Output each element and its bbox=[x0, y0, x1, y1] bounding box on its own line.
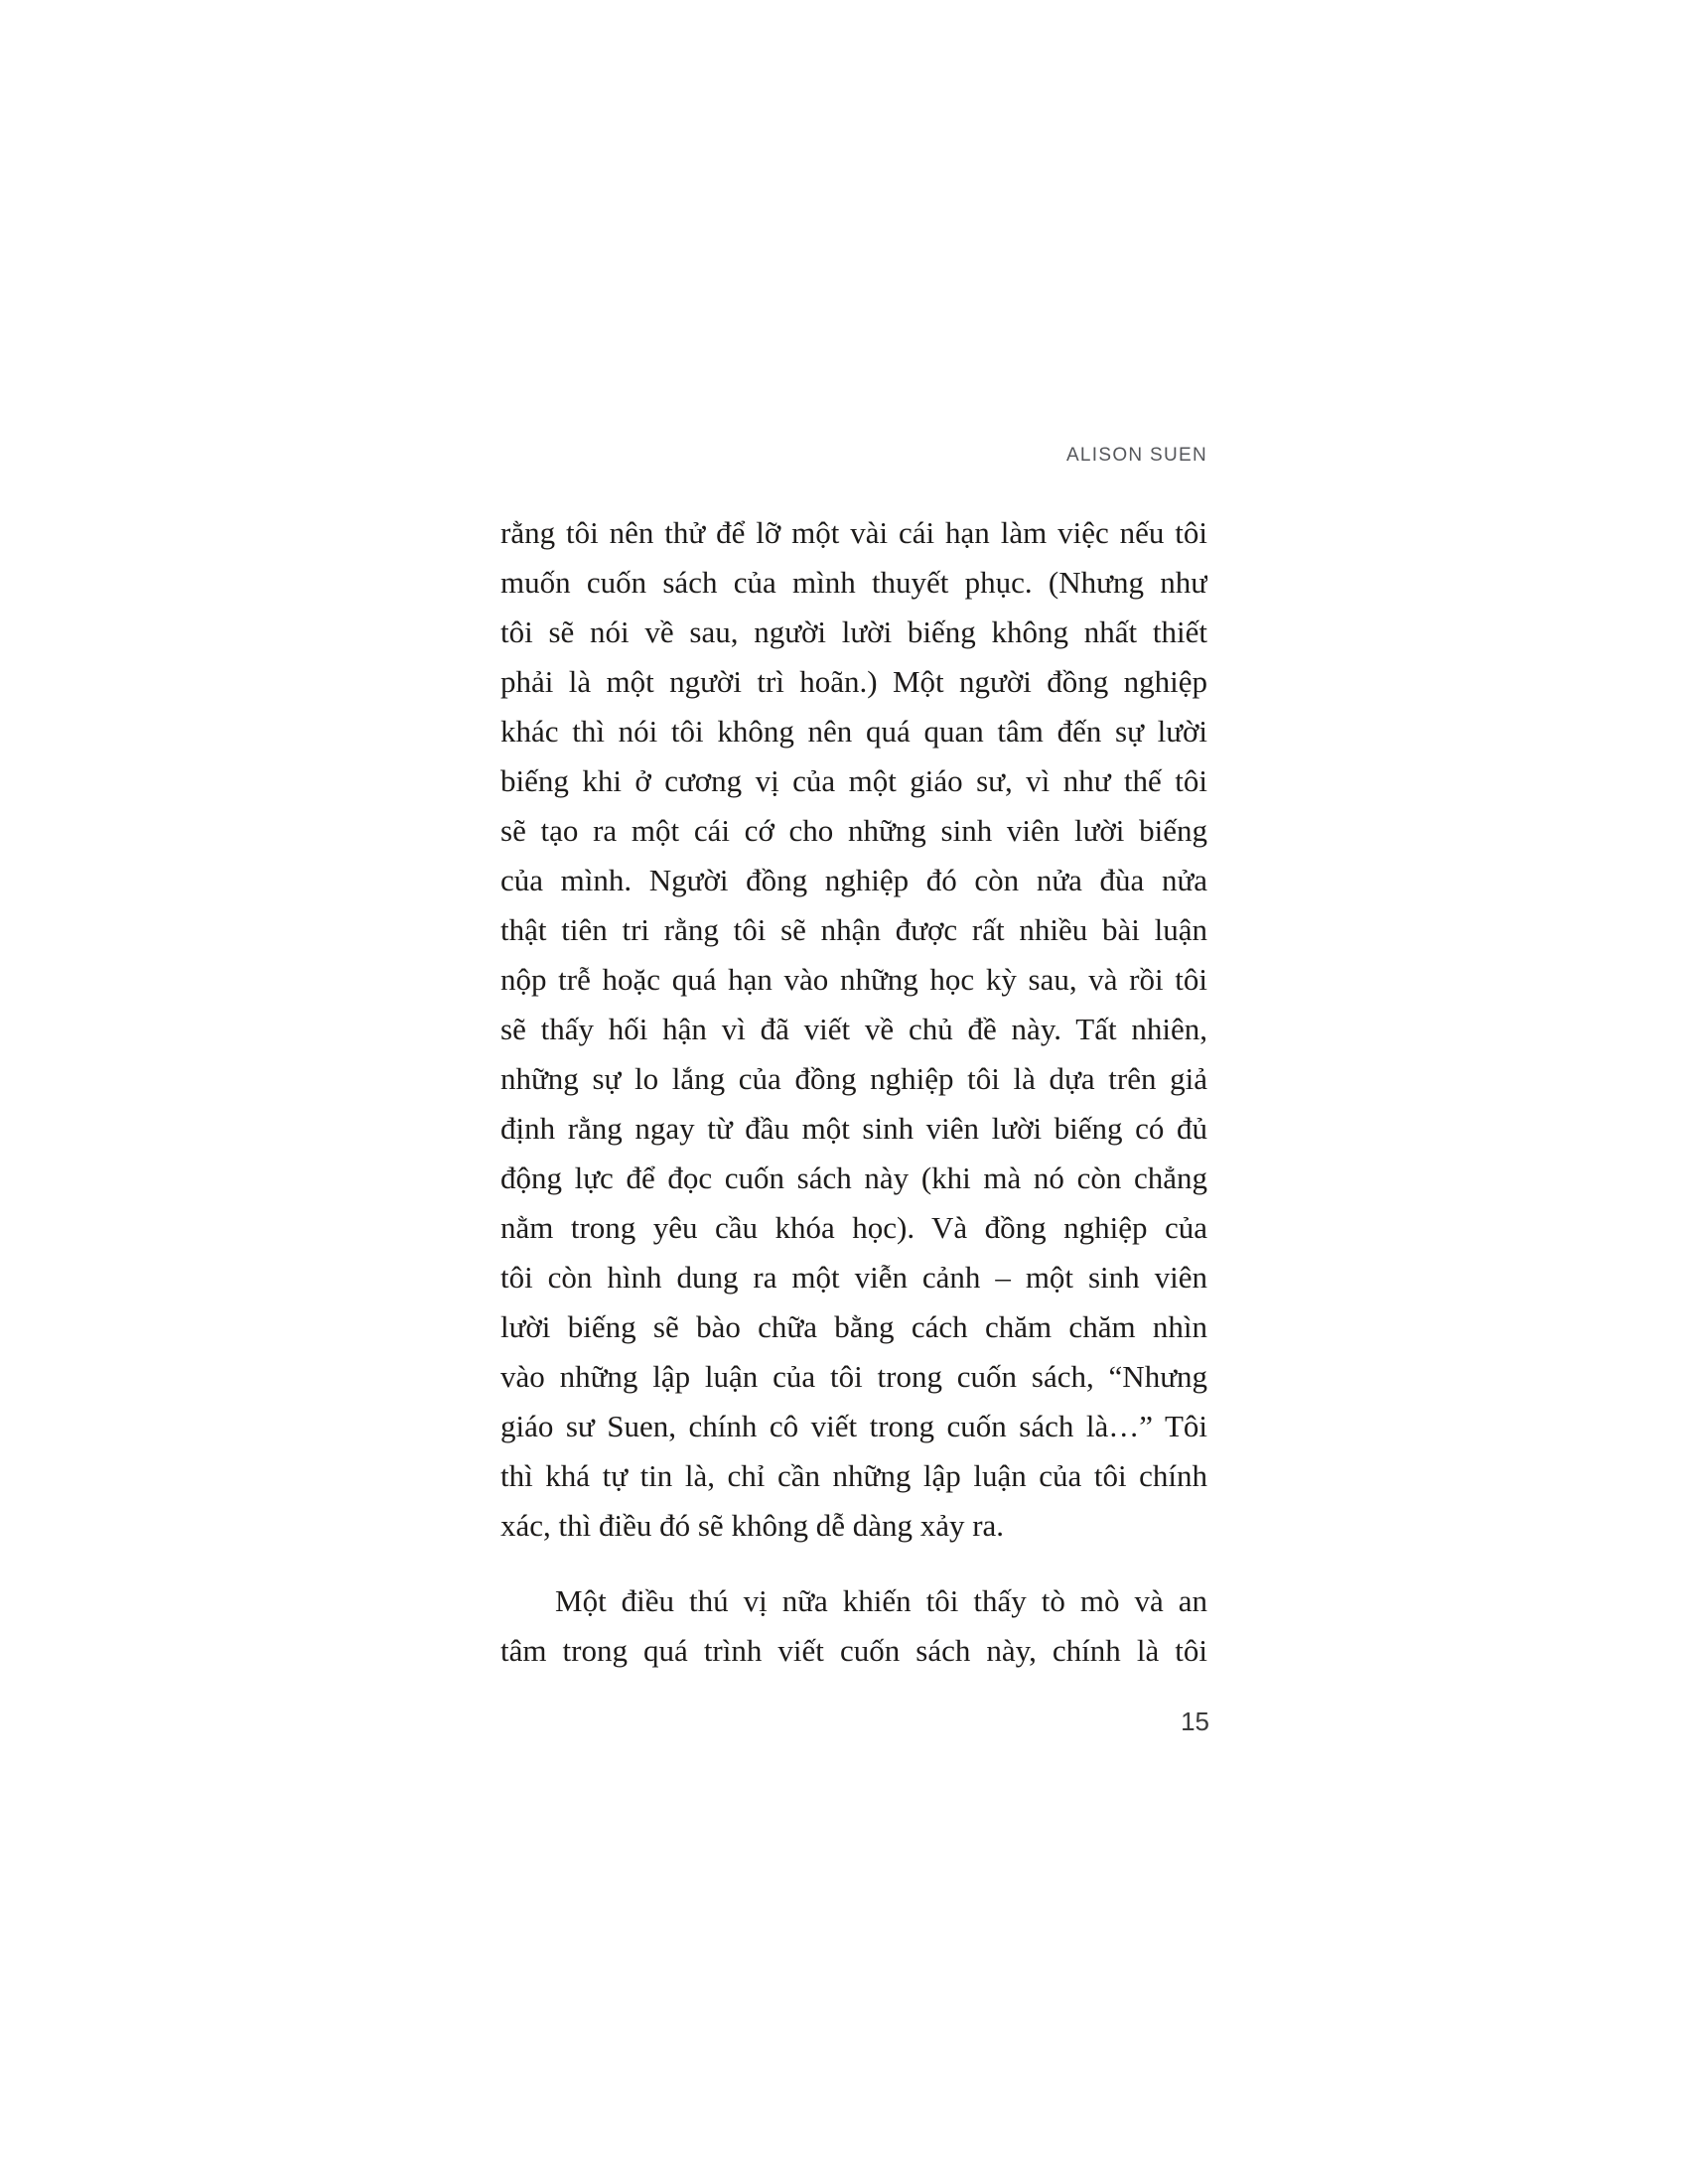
text-line: tâm trong quá trình viết cuốn sách này, chính là tôi bbox=[500, 1633, 1207, 1668]
text-line: thật tiên tri rằng tôi sẽ nhận được rất nhiều bài luận bbox=[500, 912, 1207, 947]
text-line: muốn cuốn sách của mình thuyết phục. (Nhưng như bbox=[500, 565, 1207, 600]
text-line: sẽ tạo ra một cái cớ cho những sinh viên lười biếng bbox=[500, 813, 1207, 848]
body-text bbox=[500, 508, 1207, 1676]
text-line: những sự lo lắng của đồng nghiệp tôi là dựa trên giả bbox=[500, 1061, 1207, 1096]
text-line: định rằng ngay từ đầu một sinh viên lười biếng có đủ bbox=[500, 1111, 1207, 1146]
text-line: tôi sẽ nói về sau, người lười biếng không nhất thiết bbox=[500, 614, 1207, 649]
text-line: rằng tôi nên thử để lỡ một vài cái hạn làm việc nếu tôi bbox=[500, 515, 1207, 550]
paragraph bbox=[500, 508, 1207, 1551]
paragraph bbox=[500, 1576, 1207, 1676]
text-line: phải là một người trì hoãn.) Một người đồng nghiệp bbox=[500, 664, 1207, 699]
running-header: ALISON SUEN bbox=[1065, 445, 1207, 466]
text-line: Một điều thú vị nữa khiến tôi thấy tò mò và an bbox=[555, 1583, 1207, 1618]
text-line: thì khá tự tin là, chỉ cần những lập luận của tôi chính bbox=[500, 1458, 1207, 1493]
text-line: tôi còn hình dung ra một viễn cảnh – một sinh viên bbox=[500, 1260, 1207, 1295]
text-line: giáo sư Suen, chính cô viết trong cuốn sách là…” Tôi bbox=[500, 1409, 1207, 1443]
text-line: biếng khi ở cương vị của một giáo sư, vì như thế tôi bbox=[500, 763, 1207, 798]
text-line: của mình. Người đồng nghiệp đó còn nửa đùa nửa bbox=[500, 863, 1207, 897]
text-line: động lực để đọc cuốn sách này (khi mà nó còn chẳng bbox=[500, 1160, 1207, 1195]
text-line: lười biếng sẽ bào chữa bằng cách chăm chăm nhìn bbox=[500, 1309, 1207, 1344]
text-line: sẽ thấy hối hận vì đã viết về chủ đề này. Tất nhiên, bbox=[500, 1012, 1207, 1046]
text-line: nộp trễ hoặc quá hạn vào những học kỳ sau, và rồi tôi bbox=[500, 962, 1207, 997]
text-line: nằm trong yêu cầu khóa học). Và đồng nghiệp của bbox=[500, 1210, 1207, 1245]
text-line: vào những lập luận của tôi trong cuốn sách, “Nhưng bbox=[500, 1359, 1207, 1394]
page-number: 15 bbox=[1181, 1706, 1209, 1736]
text-line: khác thì nói tôi không nên quá quan tâm đến sự lười bbox=[500, 714, 1207, 749]
text-line: xác, thì điều đó sẽ không dễ dàng xảy ra. bbox=[500, 1508, 1005, 1543]
